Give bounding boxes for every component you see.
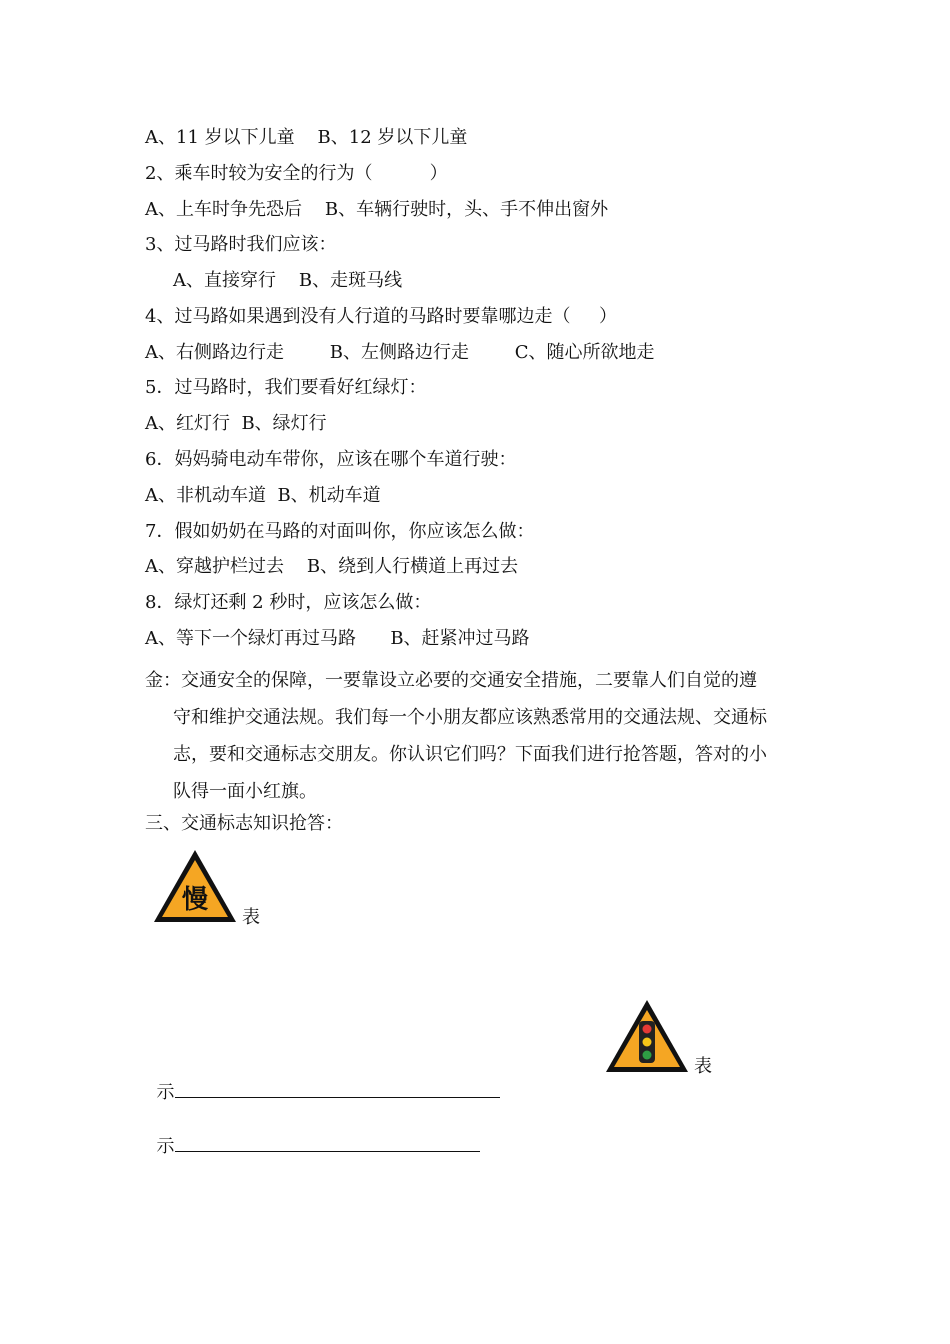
answer-options-q3: A、直接穿行 B、走斑马线 <box>173 270 403 291</box>
red-lamp <box>643 1025 652 1034</box>
traffic-light-sign-icon <box>602 996 692 1076</box>
question-3: 3、过马路时我们应该： <box>145 234 337 255</box>
blank-underline[interactable] <box>175 1079 500 1098</box>
answer-blank-2 <box>145 1109 480 1159</box>
host-paragraph <box>145 662 805 810</box>
slow-down-sign-icon <box>150 846 240 926</box>
section-title: 三、交通标志知识抢答： <box>145 813 343 834</box>
question-2: 2、乘车时较为安全的行为（ ） <box>145 163 448 184</box>
green-lamp <box>643 1051 652 1060</box>
blank-prefix: 示 <box>156 1082 175 1103</box>
slow-glyph: 慢 <box>181 885 209 915</box>
slow-sign-caption: 表 <box>242 907 260 928</box>
answer-options-q6: A、非机动车道 B、机动车道 <box>145 485 381 506</box>
answer-options-q1: A、11 岁以下儿童 B、12 岁以下儿童 <box>145 127 468 148</box>
paragraph-line: 队得一面小红旗。 <box>173 781 317 802</box>
answer-options-q8: A、等下一个绿灯再过马路 B、赶紧冲过马路 <box>145 628 530 649</box>
blank-prefix: 示 <box>156 1136 175 1157</box>
paragraph-line: 金：交通安全的保障，一要靠设立必要的交通安全措施，二要靠人们自觉的遵 <box>145 670 757 691</box>
question-6: 6．妈妈骑电动车带你，应该在哪个车道行驶： <box>145 449 517 470</box>
question-7: 7．假如奶奶在马路的对面叫你，你应该怎么做： <box>145 521 535 542</box>
yellow-lamp <box>643 1038 652 1047</box>
answer-options-q4: A、右侧路边行走 B、左侧路边行走 C、随心所欲地走 <box>145 342 655 363</box>
answer-options-q7: A、穿越护栏过去 B、绕到人行横道上再过去 <box>145 556 519 577</box>
paragraph-line: 志，要和交通标志交朋友。你认识它们吗？下面我们进行抢答题，答对的小 <box>173 744 767 765</box>
paragraph-line: 守和维护交通法规。我们每一个小朋友都应该熟悉常用的交通法规、交通标 <box>173 707 767 728</box>
answer-blank-1 <box>145 1055 500 1105</box>
traffic-light-sign-caption: 表 <box>694 1056 712 1077</box>
question-8: 8．绿灯还剩 2 秒时，应该怎么做： <box>145 592 432 613</box>
question-5: 5．过马路时，我们要看好红绿灯： <box>145 377 427 398</box>
answer-options-q2: A、上车时争先恐后 B、车辆行驶时，头、手不伸出窗外 <box>145 199 609 220</box>
blank-underline[interactable] <box>175 1133 480 1152</box>
question-4: 4、过马路如果遇到没有人行道的马路时要靠哪边走（ ） <box>145 306 618 327</box>
answer-options-q5: A、红灯行 B、绿灯行 <box>145 413 327 434</box>
